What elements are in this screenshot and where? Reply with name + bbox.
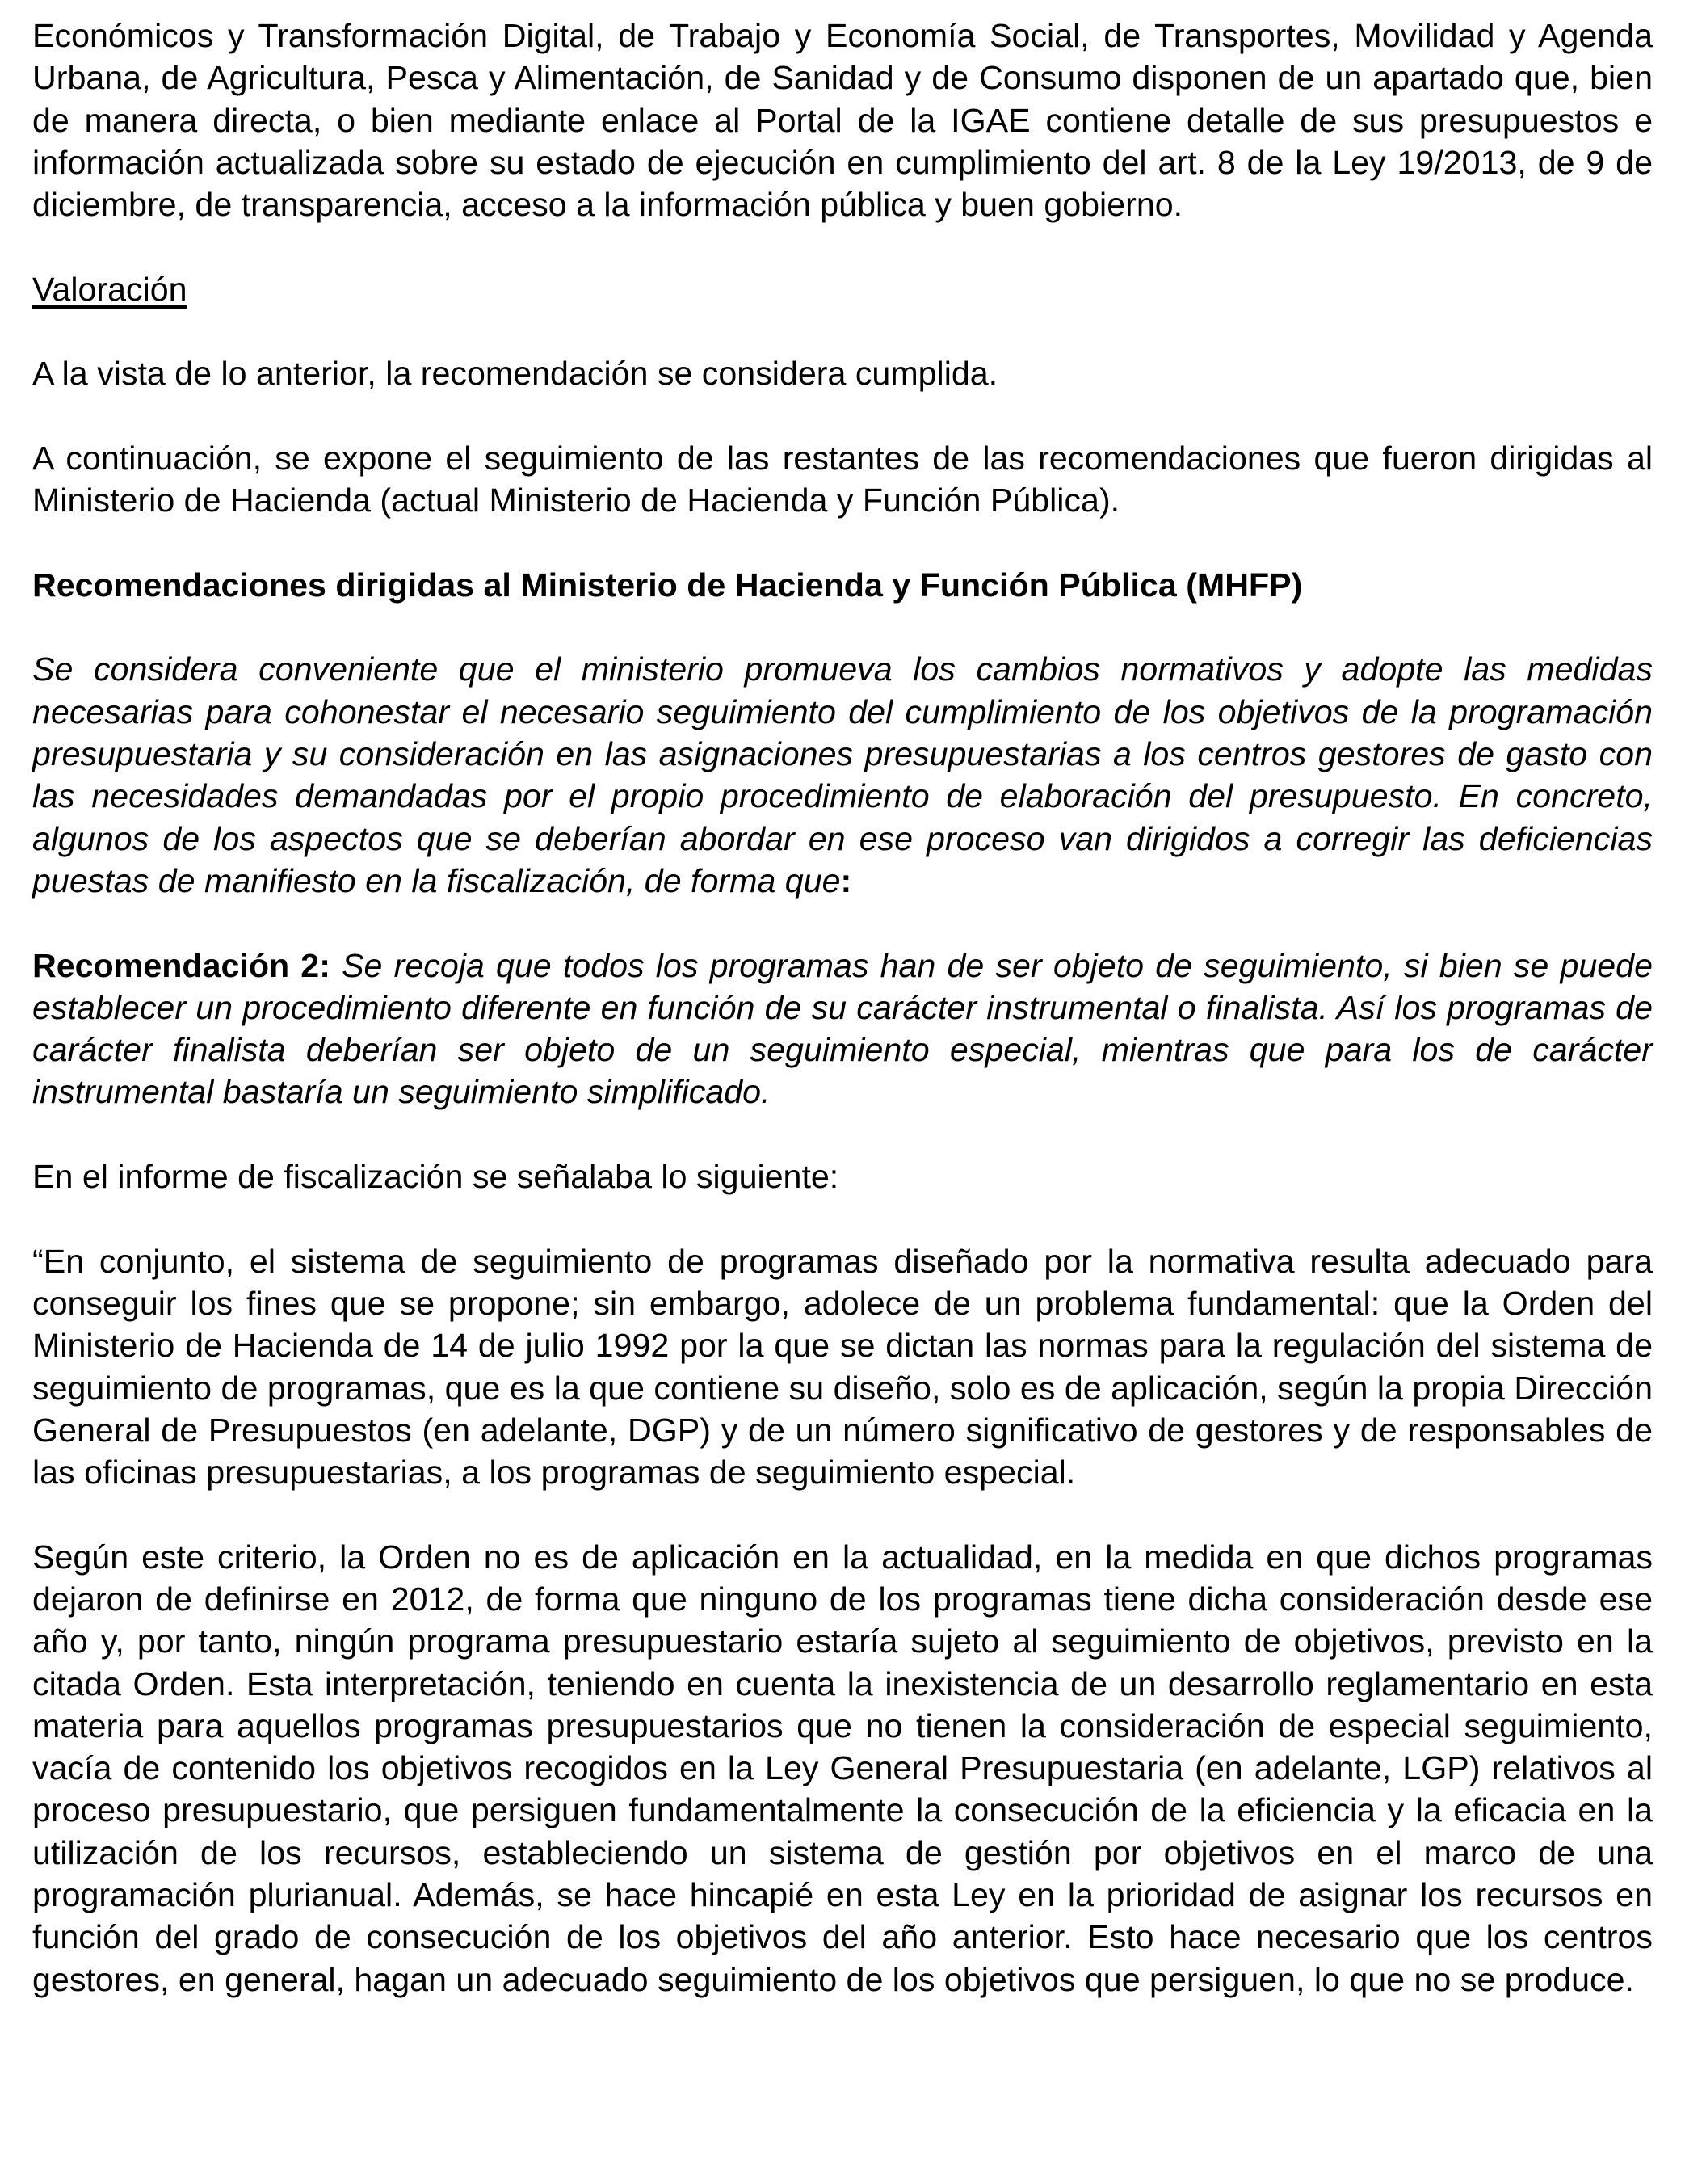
report-intro: En el informe de fiscalización se señalaba lo siguiente: [32,1158,839,1196]
italic-intro-paragraph [32,648,1653,902]
section-heading: Recomendaciones dirigidas al Ministerio de Hacienda y Función Pública (MHFP) [32,566,1303,604]
recommendation-paragraph [32,945,1653,1113]
quote-paragraph-2: Según este criterio, la Orden no es de aplicación en la actualidad, en la medida en que dichos programas dejaron de definirse en 2012, de forma que ninguno de los programas tiene dicha consideración desde ese año y, por tanto, ningún programa presupuestario estaría sujeto al seguimiento de objetivos, previsto en la citada Orden. Esta interpretación, teniendo en cuenta la inexistencia de un desarrollo reglamentario en esta materia para aquellos programas presupuestarios que no tienen la consideración de especial seguimiento, vacía de contenido los objetivos recogidos en la Ley General Presupuestaria (en adelante, LGP) relativos al proceso presupuestario, que persiguen fundamentalmente la consecución de la eficiencia y la eficacia en la utilización de los recursos, estableciendo un sistema de gestión por objetivos en el marco de una programación plurianual. Además, se hace hincapié en esta Ley en la prioridad de asignar los recursos en función del grado de consecución de los objetivos del año anterior. Esto hace necesario que los centros gestores, en general, hagan un adecuado seguimiento de los objetivos que persiguen, lo que no se produce. [32,1538,1653,1998]
continuation-paragraph: A continuación, se expone el seguimiento de las restantes de las recomendaciones que fueron dirigidas al Ministerio de Hacienda (actual Ministerio de Hacienda y Función Pública). [32,439,1653,520]
recommendation-label: Recomendación 2: [32,946,330,984]
document-page [32,15,1653,2001]
recommendation-text: Se recoja que todos los programas han de ser objeto de seguimiento, si bien se puede establecer un procedimiento diferente en función de su carácter instrumental o finalista. Así los programas de carácter finalista deberían ser objeto de un seguimiento especial, mientras que para los de carácter instrumental bastaría un seguimiento simplificado. [32,946,1653,1111]
intro-paragraph: Económicos y Transformación Digital, de Trabajo y Economía Social, de Transportes, Movilidad y Agenda Urbana, de Agricultura, Pesca y Alimentación, de Sanidad y de Consumo disponen de un apartado que, bien de manera directa, o bien mediante enlace al Portal de la IGAE contiene detalle de sus presupuestos e información actualizada sobre su estado de ejecución en cumplimiento del art. 8 de la Ley 19/2013, de 9 de diciembre, de transparencia, acceso a la información pública y buen gobierno. [32,17,1653,224]
italic-intro-text: Se considera conveniente que el ministerio promueva los cambios normativos y adopte las medidas necesarias para cohonestar el necesario seguimiento del cumplimiento de los objetivos de la programación presupuestaria y su consideración en las asignaciones presupuestarias a los centros gestores de gasto con las necesidades demandadas por el propio procedimiento de elaboración del presupuesto. En concreto, algunos de los aspectos que se deberían abordar en ese proceso van dirigidos a corregir las deficiencias puestas de manifiesto en la fiscalización, de forma que [32,650,1653,899]
valoracion-heading: Valoración [32,270,187,308]
quote-paragraph-1: “En conjunto, el sistema de seguimiento de programas diseñado por la normativa resulta adecuado para conseguir los fines que se propone; sin embargo, adolece de un problema fundamental: que la Orden del Ministerio de Hacienda de 14 de julio 1992 por la que se dictan las normas para la regulación del sistema de seguimiento de programas, que es la que contiene su diseño, solo es de aplicación, según la propia Dirección General de Presupuestos (en adelante, DGP) y de un número significativo de gestores y de responsables de las oficinas presupuestarias, a los programas de seguimiento especial. [32,1242,1653,1492]
italic-intro-colon: : [840,861,852,899]
valoracion-text: A la vista de lo anterior, la recomendación se considera cumplida. [32,355,998,393]
